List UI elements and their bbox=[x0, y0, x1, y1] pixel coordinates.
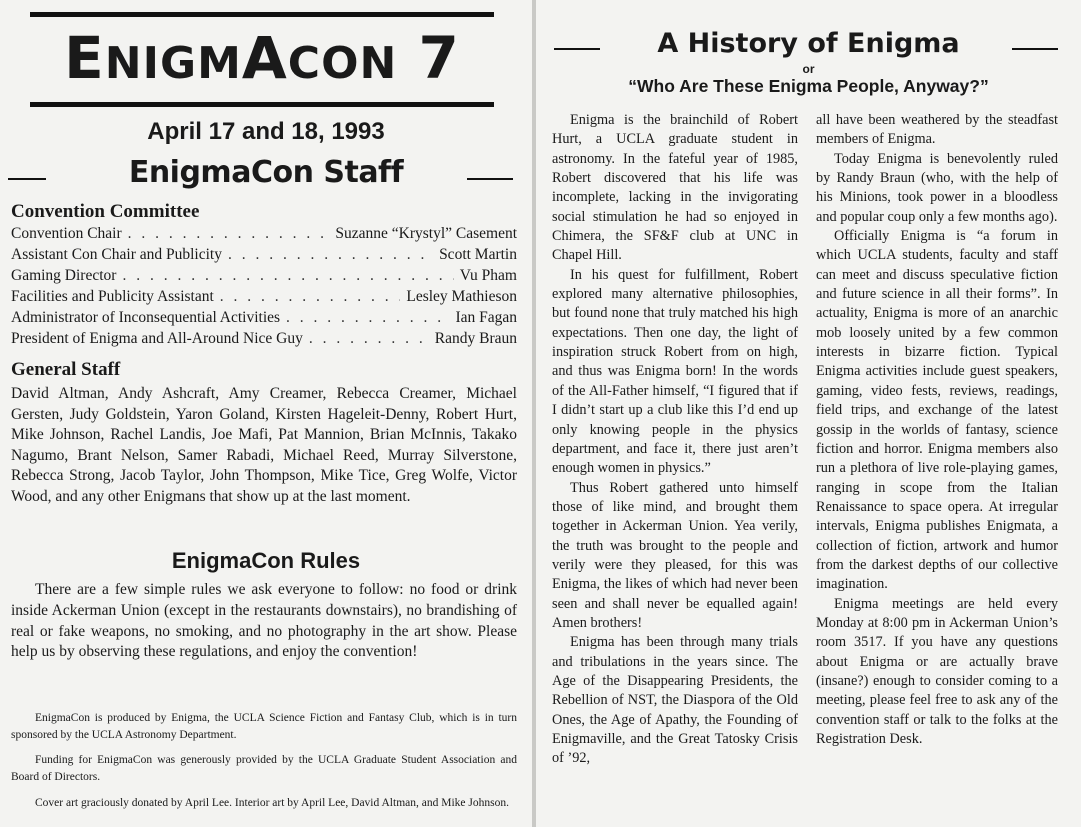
title-top-rule bbox=[30, 12, 494, 17]
article-column-left bbox=[552, 111, 798, 769]
history-title: A History of Enigma bbox=[657, 28, 960, 59]
staff-heading: EnigmaCon Staff bbox=[128, 155, 404, 190]
convention-dates: April 17 and 18, 1993 bbox=[147, 118, 385, 145]
committee-role: President of Enigma and All-Around Nice Guy bbox=[11, 330, 303, 347]
committee-name: Ian Fagan bbox=[455, 309, 517, 326]
committee-row bbox=[11, 224, 517, 244]
committee-name: Vu Pham bbox=[459, 267, 517, 284]
committee-heading: Convention Committee bbox=[11, 201, 200, 222]
article-paragraph: Today Enigma is benevolently ruled by Randy Braun (who, with the help of his Minions, took power in a bloodless and popular coup only a few months ago). bbox=[816, 150, 1058, 225]
heading-rule-right bbox=[1012, 48, 1058, 50]
article-column-right bbox=[816, 111, 1058, 749]
committee-row bbox=[11, 308, 517, 328]
committee-role: Gaming Director bbox=[11, 267, 117, 284]
committee-role: Assistant Con Chair and Publicity bbox=[11, 246, 222, 263]
committee-row bbox=[11, 266, 517, 286]
committee-role: Facilities and Publicity Assistant bbox=[11, 288, 214, 305]
article-paragraph: Enigma meetings are held every Monday at 8:00 pm in Ackerman Union’s room 3517. If you have any questions about Enigma or are actually brave (insane?) enough to consider coming to a meeting, please feel free to ask any of the convention staff or talk to the folks at the Registration Desk. bbox=[816, 595, 1058, 747]
history-subtitle: “Who Are These Enigma People, Anyway?” bbox=[628, 76, 989, 96]
title-bottom-rule bbox=[30, 102, 494, 107]
article-paragraph: In his quest for fulfillment, Robert explored many alternative philosophies, but found none that truly matched his high expectations. Then one day, the light of inspiration struck Robert from on high, and thus was Enigma born! In the words of the All-Father himself, “I figured that if I didn’t start up a club like this I’d end up only knowing people in the physics department, and face it, there just aren’t enough women in physics.” bbox=[552, 266, 798, 477]
committee-name: Suzanne “Krystyl” Casement bbox=[335, 225, 517, 242]
footnote-production: EnigmaCon is produced by Enigma, the UCLA Science Fiction and Fantasy Club, which is in turn sponsored by the UCLA Astronomy Department. bbox=[11, 712, 517, 741]
article-paragraph: all have been weathered by the steadfast members of Enigma. bbox=[816, 112, 1058, 148]
footnote-funding: Funding for EnigmaCon was generously provided by the UCLA Graduate Student Association and Board of Directors. bbox=[11, 754, 517, 783]
committee-row bbox=[11, 329, 517, 349]
rules-text: There are a few simple rules we ask everyone to follow: no food or drink inside Ackerman Union (except in the restaurants downstairs), no brandishing of real or fake weapons, no smoking, and no photography in the art show. Please help us by observing these regulations, and enjoy the convention! bbox=[11, 581, 517, 661]
committee-name: Randy Braun bbox=[434, 330, 517, 347]
committee-name: Scott Martin bbox=[439, 246, 517, 263]
staff-heading-block bbox=[0, 155, 532, 195]
article-paragraph: Thus Robert gathered unto himself those of like mind, and brought them together in Ackerman Union. Yea verily, the truth was brought to the people and verily were they pleased, for this was Enigma, the likes of which had never been seen and shall never be equalled again! Amen brothers! bbox=[552, 479, 798, 631]
page-title: ENIGMACON 7 bbox=[64, 24, 460, 92]
committee-row bbox=[11, 287, 517, 307]
committee-role: Convention Chair bbox=[11, 225, 122, 242]
right-page bbox=[536, 0, 1081, 827]
history-or: or bbox=[802, 62, 815, 76]
general-staff-heading: General Staff bbox=[11, 359, 121, 380]
article-paragraph: Enigma has been through many trials and tribulations in the years since. The Age of the Disappearing Presidents, the Rebellion of NST, the Diaspora of the Old Ones, the Age of Apathy, the Founding of Enigmaville, and the Great Tatosky Crisis of ’92, bbox=[552, 634, 798, 767]
article-paragraph: Enigma is the brainchild of Robert Hurt, a UCLA graduate student in astronomy. In the fateful year of 1985, Robert discovered that his life was incomplete, lacking in the invigorating social stimulation he had so enjoyed in Chimera, the SF&F club at UNC in Chapel Hill. bbox=[552, 112, 798, 264]
footnote-art-credits: Cover art graciously donated by April Lee. Interior art by April Lee, David Altman, and Mike Johnson. bbox=[35, 797, 509, 809]
rules-heading: EnigmaCon Rules bbox=[171, 548, 361, 573]
heading-rule-right bbox=[467, 178, 513, 180]
article-paragraph: Officially Enigma is “a forum in which UCLA students, faculty and staff can meet and discuss speculative fiction and future science in all their forms”. In actuality, Enigma is more of an anarchic mob loosely united by a few common interests in bizarre fiction. Typical Enigma activities include guest speakers, gaming, video fests, reviews, readings, field trips, and exchange of the latest gossip in the worlds of fantasy, science fiction and horror. Enigma members also run a plethora of live role-playing games, ranging in scope from the Italian Renaissance to space opera. At irregular intervals, Enigma publishes Enigmata, a collection of fiction, artwork and humor from the darkest depths of our collective imagination. bbox=[816, 228, 1058, 593]
committee-row bbox=[11, 245, 517, 265]
left-page bbox=[0, 0, 532, 827]
committee-role: Administrator of Inconsequential Activities bbox=[11, 309, 281, 326]
committee-name: Lesley Mathieson bbox=[406, 288, 517, 305]
general-staff-list: David Altman, Andy Ashcraft, Amy Creamer, Rebecca Creamer, Michael Gersten, Judy Goldstein, Yaron Goland, Kirsten Hageleit-Denny, Robert Hurt, Mike Johnson, Rachel Landis, Joe Mafi, Pat Mannion, Brian McInnis, Takako Nagumo, Brant Nelson, Samer Rabadi, Michael Reed, Murray Silverstone, Rebecca Strong, Jacob Taylor, John Thompson, Mike Tice, Greg Wolfe, Victor Wood, and any other Enigmans that show up at the last moment. bbox=[11, 385, 517, 505]
